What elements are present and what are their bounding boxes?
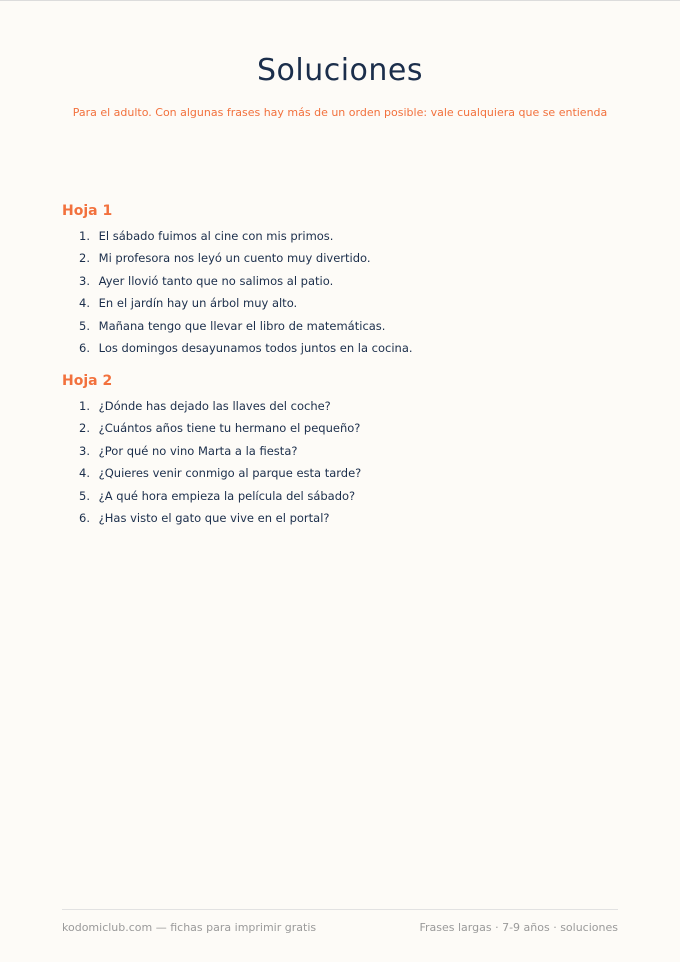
item-number: 3. (79, 273, 90, 288)
footer-site: kodomiclub.com — fichas para imprimir gratis (62, 921, 317, 934)
section-heading: Hoja 2 (62, 373, 113, 389)
item-text: Mi profesora nos leyó un cuento muy divertido. (98, 251, 371, 266)
item-number: 5. (79, 488, 90, 503)
list-item (79, 270, 622, 292)
section-heading: Hoja 1 (62, 203, 113, 219)
item-text: Ayer llovió tanto que no salimos al patio. (98, 273, 334, 288)
item-text: Los domingos desayunamos todos juntos en la cocina. (98, 340, 413, 355)
footer-divider (62, 909, 618, 910)
list-item (79, 395, 622, 417)
list-item (79, 247, 622, 269)
list-item (79, 417, 622, 439)
item-text: ¿A qué hora empieza la película del sábado? (98, 488, 356, 503)
item-number: 2. (79, 251, 90, 266)
item-text: ¿Quieres venir conmigo al parque esta tarde? (98, 466, 362, 481)
answer-list (62, 225, 622, 359)
item-number: 5. (79, 318, 90, 333)
item-number: 1. (79, 399, 90, 413)
item-number: 6. (79, 340, 90, 355)
item-number: 2. (79, 421, 90, 436)
item-text: En el jardín hay un árbol muy alto. (98, 296, 298, 311)
list-item (79, 462, 622, 484)
list-item (79, 485, 622, 507)
item-number: 6. (79, 510, 90, 525)
item-number: 4. (79, 296, 90, 311)
item-text: El sábado fuimos al cine con mis primos. (98, 229, 334, 243)
item-number: 3. (79, 443, 90, 458)
answer-list (62, 395, 622, 529)
section-hoja-2 (62, 371, 622, 529)
item-text: Mañana tengo que llevar el libro de matemáticas. (98, 318, 386, 333)
list-item (79, 292, 622, 314)
item-text: ¿Por qué no vino Marta a la fiesta? (98, 443, 298, 458)
page-title: Soluciones (256, 53, 424, 88)
item-text: ¿Dónde has dejado las llaves del coche? (98, 399, 331, 413)
footer-info: Frases largas · 7-9 años · soluciones (419, 921, 618, 934)
list-item (79, 315, 622, 337)
item-text: ¿Has visto el gato que vive en el portal? (98, 510, 330, 525)
list-item (79, 337, 622, 359)
subtitle: Para el adulto. Con algunas frases hay más de un orden posible: vale cualquiera que se entienda (72, 106, 608, 119)
item-number: 1. (79, 229, 90, 243)
list-item (79, 507, 622, 529)
list-item (79, 440, 622, 462)
item-text: ¿Cuántos años tiene tu hermano el pequeño? (98, 421, 361, 436)
section-hoja-1 (62, 201, 622, 359)
item-number: 4. (79, 466, 90, 481)
list-item (79, 225, 622, 247)
